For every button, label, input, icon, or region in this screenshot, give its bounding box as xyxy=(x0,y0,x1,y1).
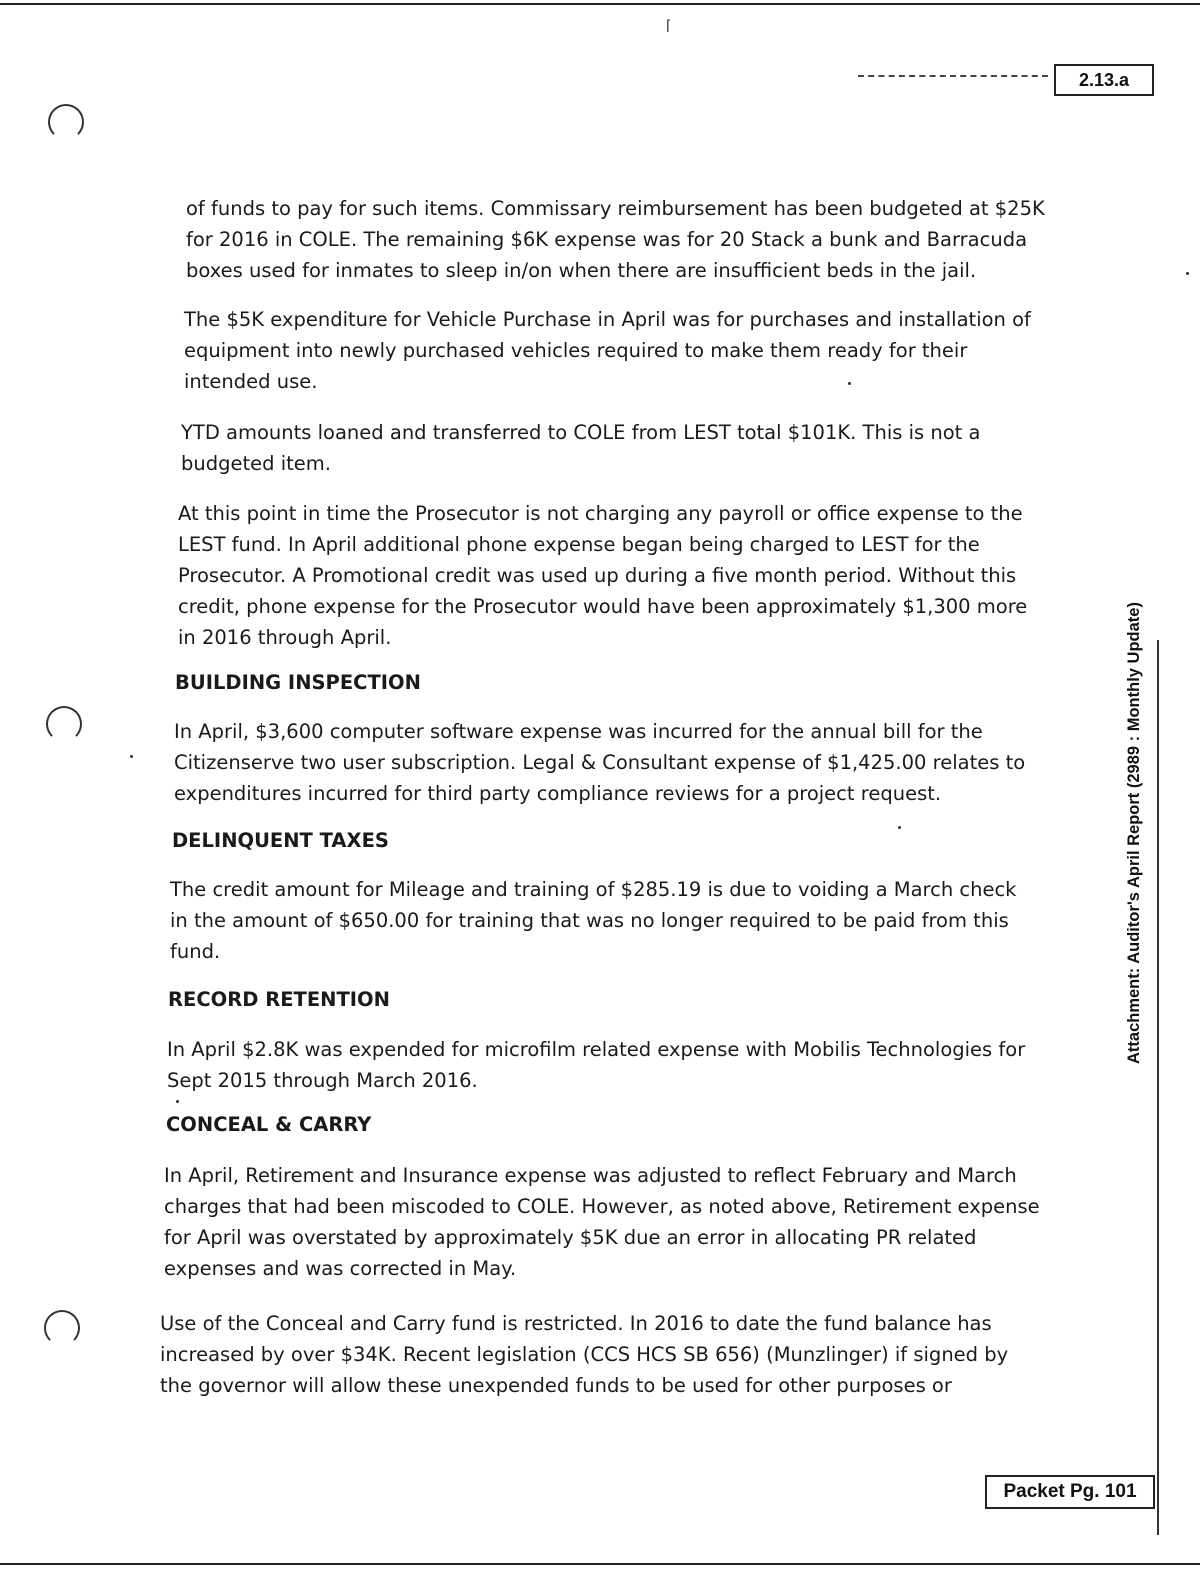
attachment-side-label: Attachment: Auditor's April Report (2989 : Monthly Update) xyxy=(1125,602,1143,1064)
scan-speck xyxy=(898,826,901,829)
paragraph-commissary: of funds to pay for such items. Commissary reimbursement has been budgeted at $25K for 2016 in COLE. The remaining $6K expense was for 20 Stack a bunk and Barracuda boxes used for inmates to sleep in/on when there are insufficient beds in the jail. xyxy=(186,197,1045,282)
heading-record-retention: RECORD RETENTION xyxy=(168,988,390,1011)
paragraph-ytd-loans: YTD amounts loaned and transferred to COLE from LEST total $101K. This is not a budgeted item. xyxy=(181,421,981,475)
side-vertical-rule xyxy=(1157,640,1159,1535)
paragraph-delinquent-taxes: The credit amount for Mileage and training of $285.19 is due to voiding a March check in the amount of $650.00 for training that was no longer required to be paid from this fund. xyxy=(170,878,1017,963)
heading-delinquent-taxes: DELINQUENT TAXES xyxy=(172,829,389,852)
punch-hole-bottom xyxy=(44,1310,80,1346)
paragraph-conceal-carry-fund: Use of the Conceal and Carry fund is restricted. In 2016 to date the fund balance has increased by over $34K. Recent legislation (CCS HCS SB 656) (Munzlinger) if signed by the governor will allow these unexpended funds to be used for other purposes or xyxy=(160,1312,1009,1397)
paragraph-building-inspection: In April, $3,600 computer software expense was incurred for the annual bill for the Citizenserve two user subscription. Legal & Consultant expense of $1,425.00 relates to expenditures incurred for third party compliance reviews for a project request. xyxy=(174,720,1026,805)
attachment-code-box: 2.13.a xyxy=(1054,64,1154,96)
header-dash-leader xyxy=(858,75,1048,77)
scan-speck xyxy=(130,755,133,758)
scan-artifact-mark: ⌈ xyxy=(666,18,672,34)
paragraph-vehicle-purchase: The $5K expenditure for Vehicle Purchase in April was for purchases and installation of equipment into newly purchased vehicles required to make them ready for their intended use. xyxy=(184,308,1031,393)
heading-conceal-carry: CONCEAL & CARRY xyxy=(166,1113,372,1136)
heading-building-inspection: BUILDING INSPECTION xyxy=(175,671,421,694)
top-border-line xyxy=(0,3,1200,5)
punch-hole-top xyxy=(48,104,84,140)
punch-hole-middle xyxy=(46,706,82,742)
paragraph-conceal-carry-retirement: In April, Retirement and Insurance expense was adjusted to reflect February and March charges that had been miscoded to COLE. However, as noted above, Retirement expense for April was overstated by approximately $5K due an error in allocating PR related expenses and was corrected in May. xyxy=(164,1164,1040,1280)
paragraph-prosecutor: At this point in time the Prosecutor is not charging any payroll or office expense to the LEST fund. In April additional phone expense began being charged to LEST for the Prosecutor. A Promotional credit was used up during a five month period. Without this credit, phone expense for the Prosecutor would have been approximately $1,300 more in 2016 through April. xyxy=(178,502,1028,649)
scan-speck xyxy=(176,1100,179,1103)
bottom-border-line xyxy=(0,1563,1200,1565)
paragraph-record-retention: In April $2.8K was expended for microfilm related expense with Mobilis Technologies for Sept 2015 through March 2016. xyxy=(167,1038,1026,1092)
scan-speck xyxy=(1186,272,1189,275)
packet-page-number: Packet Pg. 101 xyxy=(985,1475,1155,1509)
